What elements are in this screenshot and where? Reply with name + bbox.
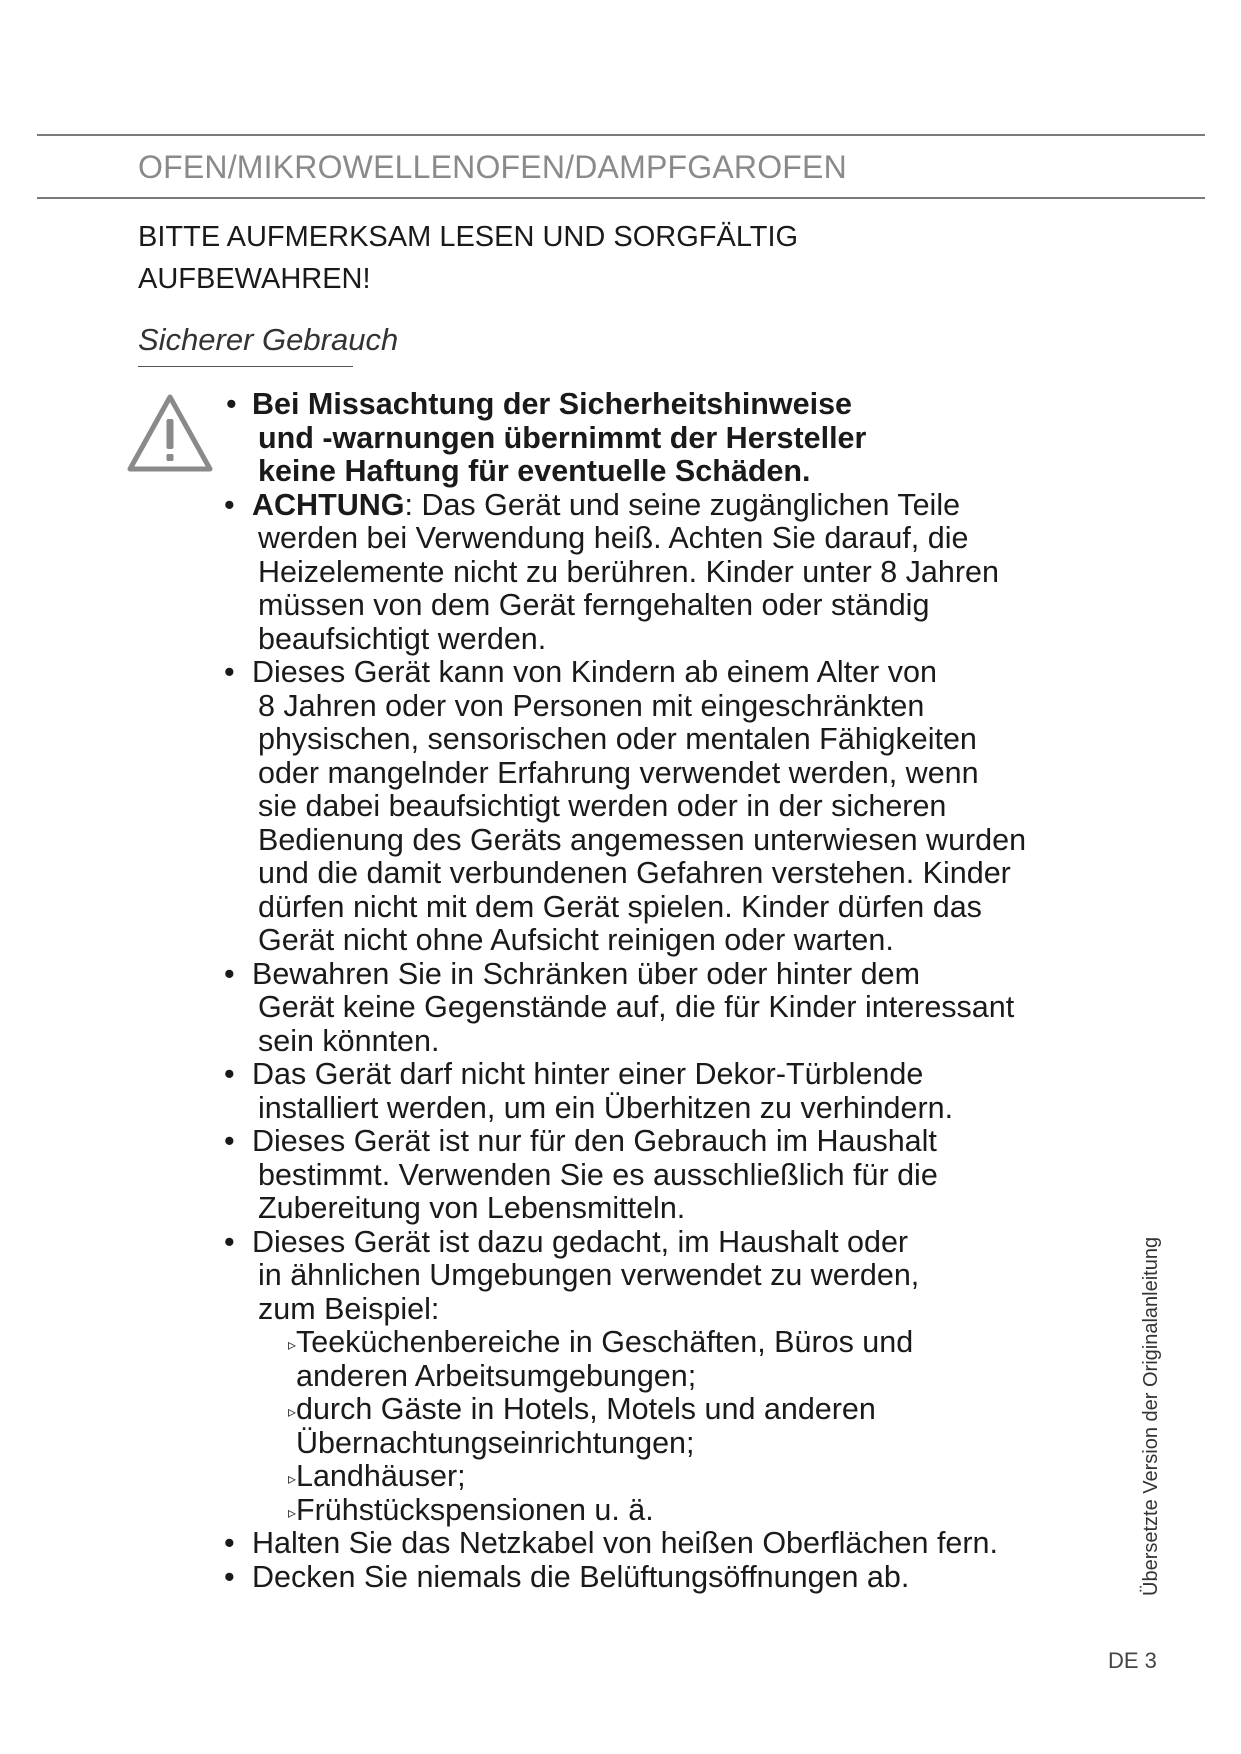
line: sein könnten. bbox=[258, 1023, 440, 1058]
bullet: • bbox=[224, 487, 235, 522]
line: physischen, sensorischen oder mentalen Fähigkeiten bbox=[258, 722, 977, 756]
sub-list-item bbox=[0, 1494, 1241, 1528]
line: Übernachtungseinrichtungen; bbox=[296, 1425, 695, 1460]
line: keine Haftung für eventuelle Schäden. bbox=[258, 454, 811, 488]
line: Dieses Gerät ist dazu gedacht, im Haushalt oder bbox=[252, 1224, 909, 1259]
bullet: • bbox=[224, 1057, 235, 1091]
page-heading bbox=[138, 216, 1038, 300]
safety-list bbox=[0, 388, 1241, 1594]
line: Decken Sie niemals die Belüftungsöffnungen ab. bbox=[252, 1559, 910, 1594]
bullet: • bbox=[224, 1559, 235, 1594]
list-item bbox=[0, 1125, 1241, 1226]
line: Frühstückspensionen u. ä. bbox=[296, 1492, 654, 1527]
top-rule bbox=[37, 134, 1205, 136]
line: : Das Gerät und seine zugänglichen Teile bbox=[404, 487, 961, 522]
line: anderen Arbeitsumgebungen; bbox=[296, 1358, 697, 1393]
line: Bedienung des Geräts angemessen unterwiesen wurden bbox=[258, 822, 1027, 857]
bullet: • bbox=[224, 1124, 235, 1158]
triangle-bullet-icon: ▹ bbox=[288, 1504, 297, 1522]
sub-list-item bbox=[0, 1326, 1241, 1393]
line: Dieses Gerät kann von Kindern ab einem Alter von bbox=[252, 655, 937, 689]
line: dürfen nicht mit dem Gerät spielen. Kinder dürfen das bbox=[258, 889, 982, 924]
line: sie dabei beaufsichtigt werden oder in der sicheren bbox=[258, 789, 947, 823]
triangle-bullet-icon: ▹ bbox=[288, 1471, 297, 1488]
line: Gerät keine Gegenstände auf, die für Kinder interessant bbox=[258, 990, 1015, 1024]
page-number: DE 3 bbox=[1108, 1648, 1157, 1673]
page-heading-line-1: BITTE AUFMERKSAM LESEN UND SORGFÄLTIG bbox=[138, 221, 799, 253]
line: Gerät nicht ohne Aufsicht reinigen oder warten. bbox=[258, 923, 894, 957]
line: müssen von dem Gerät ferngehalten oder ständig bbox=[258, 588, 930, 622]
sub-list-item bbox=[0, 1393, 1241, 1460]
bullet: • bbox=[224, 1224, 235, 1259]
line: beaufsichtigt werden. bbox=[258, 621, 547, 656]
list-item bbox=[0, 958, 1241, 1059]
bullet: • bbox=[224, 1526, 235, 1560]
line: installiert werden, um ein Überhitzen zu verhindern. bbox=[258, 1090, 954, 1125]
line: und die damit verbundenen Gefahren verstehen. Kinder bbox=[258, 856, 1011, 890]
triangle-bullet-icon: ▹ bbox=[288, 1337, 297, 1354]
bullet: • bbox=[226, 387, 237, 421]
line: oder mangelnder Erfahrung verwendet werden, wenn bbox=[258, 755, 979, 790]
triangle-bullet-icon: ▹ bbox=[288, 1404, 297, 1421]
list-item bbox=[0, 1561, 1241, 1595]
list-item bbox=[0, 489, 1241, 657]
list-item bbox=[0, 1058, 1241, 1125]
sub-list-item bbox=[0, 1460, 1241, 1494]
side-note: Übersetzte Version der Originalanleitung bbox=[1140, 1236, 1162, 1596]
line: und -warnungen übernimmt der Hersteller bbox=[258, 420, 867, 455]
header-bottom-rule bbox=[37, 197, 1205, 199]
line: Dieses Gerät ist nur für den Gebrauch im Haushalt bbox=[252, 1124, 937, 1158]
line: Heizelemente nicht zu berühren. Kinder unter 8 Jahren bbox=[258, 554, 999, 589]
line: zum Beispiel: bbox=[258, 1291, 440, 1326]
line: durch Gäste in Hotels, Motels und anderen bbox=[296, 1392, 876, 1426]
line: Bei Missachtung der Sicherheitshinweise bbox=[252, 387, 853, 421]
header-title: OFEN/MIKROWELLENOFEN/DAMPFGAROFEN bbox=[138, 149, 847, 185]
line: Das Gerät darf nicht hinter einer Dekor-Türblende bbox=[252, 1057, 924, 1091]
list-item bbox=[0, 1226, 1241, 1327]
section-title: Sicherer Gebrauch bbox=[138, 322, 399, 357]
page-heading-line-2: AUFBEWAHREN! bbox=[138, 263, 371, 295]
line: bestimmt. Verwenden Sie es ausschließlich für die bbox=[258, 1157, 938, 1192]
list-item bbox=[0, 388, 1241, 489]
line: in ähnlichen Umgebungen verwendet zu werden, bbox=[258, 1258, 920, 1292]
bullet: • bbox=[224, 655, 235, 689]
warning-label: ACHTUNG bbox=[252, 487, 405, 522]
line: Zubereitung von Lebensmitteln. bbox=[258, 1191, 686, 1225]
list-item bbox=[0, 1527, 1241, 1561]
line: werden bei Verwendung heiß. Achten Sie darauf, die bbox=[258, 521, 969, 555]
line: Halten Sie das Netzkabel von heißen Oberflächen fern. bbox=[252, 1526, 998, 1560]
line: Teeküchenbereiche in Geschäften, Büros und bbox=[296, 1325, 914, 1359]
bullet: • bbox=[224, 956, 235, 991]
line: 8 Jahren oder von Personen mit eingeschränkten bbox=[258, 688, 925, 723]
line: Landhäuser; bbox=[296, 1459, 466, 1493]
section-title-underline bbox=[138, 366, 353, 367]
list-item bbox=[0, 656, 1241, 958]
line: Bewahren Sie in Schränken über oder hinter dem bbox=[252, 956, 921, 991]
